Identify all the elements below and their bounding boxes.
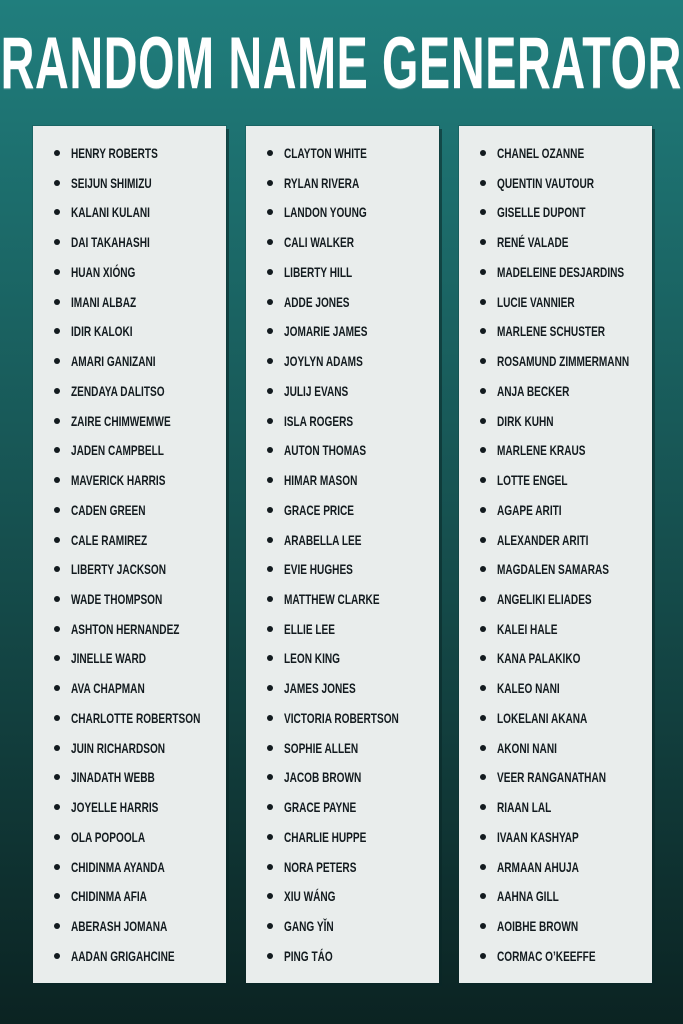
bullet-icon — [54, 299, 60, 305]
name-text: DIRK KUHN — [497, 412, 554, 429]
name-item — [54, 615, 222, 643]
bullet-icon — [54, 774, 60, 780]
name-item — [267, 288, 435, 316]
name-text: LOTTE ENGEL — [497, 472, 568, 489]
name-item — [267, 407, 435, 435]
name-text: ZENDAYA DALITSO — [71, 382, 165, 399]
name-text: ARABELLA LEE — [284, 531, 362, 548]
name-item — [54, 793, 222, 821]
name-text: SEIJUN SHIMIZU — [71, 174, 152, 191]
name-item — [267, 139, 435, 167]
bullet-icon — [267, 180, 273, 186]
name-text: AKONI NANI — [497, 739, 557, 756]
name-item — [267, 258, 435, 286]
bullet-icon — [480, 209, 486, 215]
name-text: ANJA BECKER — [497, 382, 570, 399]
name-text: LUCIE VANNIER — [497, 293, 575, 310]
bullet-icon — [267, 864, 273, 870]
name-item — [54, 347, 222, 375]
name-text: KALANI KULANI — [71, 204, 150, 221]
name-item — [480, 882, 648, 910]
name-item — [54, 288, 222, 316]
name-item — [54, 555, 222, 583]
bullet-icon — [480, 180, 486, 186]
name-text: MATTHEW CLARKE — [284, 591, 380, 608]
bullet-icon — [267, 655, 273, 661]
name-item — [54, 496, 222, 524]
bullet-icon — [267, 715, 273, 721]
name-item — [480, 407, 648, 435]
name-column-1 — [33, 126, 226, 983]
name-text: WADE THOMPSON — [71, 591, 163, 608]
bullet-icon — [54, 566, 60, 572]
bullet-icon — [54, 209, 60, 215]
name-list-1 — [33, 126, 226, 983]
bullet-icon — [54, 655, 60, 661]
name-text: NORA PETERS — [284, 858, 357, 875]
name-text: CADEN GREEN — [71, 501, 146, 518]
bullet-icon — [480, 150, 486, 156]
name-text: CHIDINMA AFIA — [71, 888, 147, 905]
bullet-icon — [267, 566, 273, 572]
name-item — [54, 853, 222, 881]
bullet-icon — [54, 180, 60, 186]
bullet-icon — [54, 418, 60, 424]
name-text: CORMAC O’KEEFFE — [497, 947, 596, 964]
name-item — [480, 139, 648, 167]
name-text: JINELLE WARD — [71, 650, 147, 667]
name-text: JOYLYN ADAMS — [284, 353, 363, 370]
name-item — [267, 466, 435, 494]
bullet-icon — [54, 239, 60, 245]
bullet-icon — [480, 477, 486, 483]
name-text: XIU WÁNG — [284, 888, 336, 905]
name-text: JADEN CAMPBELL — [71, 442, 164, 459]
name-item — [267, 942, 435, 970]
name-item — [267, 526, 435, 554]
name-columns — [0, 126, 683, 983]
name-item — [267, 555, 435, 583]
name-text: CHIDINMA AYANDA — [71, 858, 165, 875]
name-item — [267, 317, 435, 345]
bullet-icon — [480, 239, 486, 245]
name-item — [480, 258, 648, 286]
bullet-icon — [480, 834, 486, 840]
bullet-icon — [54, 953, 60, 959]
bullet-icon — [54, 477, 60, 483]
bullet-icon — [480, 923, 486, 929]
name-text: GRACE PRICE — [284, 501, 355, 518]
name-item — [267, 585, 435, 613]
bullet-icon — [54, 358, 60, 364]
bullet-icon — [267, 834, 273, 840]
name-item — [267, 228, 435, 256]
bullet-icon — [267, 685, 273, 691]
name-item — [480, 496, 648, 524]
page-header — [0, 0, 683, 126]
name-item — [480, 555, 648, 583]
name-text: CHARLIE HUPPE — [284, 828, 367, 845]
page-title: RANDOM NAME GENERATOR — [0, 22, 683, 104]
bullet-icon — [54, 537, 60, 543]
bullet-icon — [480, 804, 486, 810]
name-item — [480, 198, 648, 226]
name-text: IVAAN KASHYAP — [497, 828, 579, 845]
bullet-icon — [54, 864, 60, 870]
name-item — [480, 912, 648, 940]
name-text: ZAIRE CHIMWEMWE — [71, 412, 171, 429]
bullet-icon — [267, 596, 273, 602]
name-item — [480, 526, 648, 554]
name-text: LOKELANI AKANA — [497, 709, 588, 726]
bullet-icon — [54, 745, 60, 751]
name-text: MARLENE KRAUS — [497, 442, 586, 459]
bullet-icon — [480, 596, 486, 602]
name-text: JULIJ EVANS — [284, 382, 349, 399]
name-item — [480, 674, 648, 702]
name-item — [54, 139, 222, 167]
name-item — [267, 823, 435, 851]
name-item — [54, 734, 222, 762]
name-item — [480, 942, 648, 970]
name-column-2 — [246, 126, 439, 983]
bullet-icon — [267, 388, 273, 394]
name-text: VICTORIA ROBERTSON — [284, 709, 399, 726]
bullet-icon — [54, 685, 60, 691]
name-item — [267, 793, 435, 821]
name-column-3 — [459, 126, 652, 983]
bullet-icon — [480, 864, 486, 870]
bullet-icon — [267, 774, 273, 780]
name-text: JOYELLE HARRIS — [71, 799, 159, 816]
name-text: JOMARIE JAMES — [284, 323, 368, 340]
name-text: LANDON YOUNG — [284, 204, 367, 221]
bullet-icon — [480, 388, 486, 394]
bullet-icon — [54, 388, 60, 394]
name-text: ASHTON HERNANDEZ — [71, 620, 180, 637]
name-text: PING TÁO — [284, 947, 333, 964]
bullet-icon — [54, 804, 60, 810]
name-text: AAHNA GILL — [497, 888, 559, 905]
name-item — [54, 466, 222, 494]
name-text: IMANI ALBAZ — [71, 293, 137, 310]
name-item — [267, 169, 435, 197]
bullet-icon — [267, 537, 273, 543]
bullet-icon — [54, 447, 60, 453]
bullet-icon — [480, 328, 486, 334]
name-text: AUTON THOMAS — [284, 442, 367, 459]
name-item — [267, 912, 435, 940]
name-item — [54, 169, 222, 197]
name-text: GISELLE DUPONT — [497, 204, 586, 221]
bullet-icon — [267, 299, 273, 305]
name-item — [267, 347, 435, 375]
name-text: GRACE PAYNE — [284, 799, 357, 816]
bullet-icon — [480, 507, 486, 513]
bullet-icon — [267, 150, 273, 156]
name-text: VEER RANGANATHAN — [497, 769, 607, 786]
bullet-icon — [480, 655, 486, 661]
name-text: IDIR KALOKI — [71, 323, 133, 340]
name-text: JAMES JONES — [284, 680, 356, 697]
name-text: SOPHIE ALLEN — [284, 739, 359, 756]
bullet-icon — [267, 447, 273, 453]
name-item — [54, 407, 222, 435]
name-text: LIBERTY JACKSON — [71, 561, 167, 578]
name-text: CHARLOTTE ROBERTSON — [71, 709, 201, 726]
name-text: ISLA ROGERS — [284, 412, 354, 429]
bullet-icon — [54, 150, 60, 156]
name-list-2 — [246, 126, 439, 983]
name-item — [54, 258, 222, 286]
name-item — [54, 674, 222, 702]
bullet-icon — [54, 834, 60, 840]
name-text: JACOB BROWN — [284, 769, 362, 786]
bullet-icon — [480, 269, 486, 275]
name-text: CLAYTON WHITE — [284, 145, 367, 161]
bullet-icon — [480, 953, 486, 959]
name-item — [480, 228, 648, 256]
name-text: CALE RAMIREZ — [71, 531, 148, 548]
name-list-3 — [459, 126, 652, 983]
bullet-icon — [54, 507, 60, 513]
name-item — [480, 793, 648, 821]
name-text: MAVERICK HARRIS — [71, 472, 166, 489]
bullet-icon — [480, 447, 486, 453]
name-item — [480, 288, 648, 316]
name-text: CALI WALKER — [284, 234, 354, 251]
bullet-icon — [267, 893, 273, 899]
bullet-icon — [480, 566, 486, 572]
name-text: ANGELIKI ELIADES — [497, 591, 592, 608]
bullet-icon — [480, 626, 486, 632]
bullet-icon — [267, 418, 273, 424]
name-item — [480, 169, 648, 197]
bullet-icon — [54, 893, 60, 899]
name-item — [267, 763, 435, 791]
bullet-icon — [267, 953, 273, 959]
name-text: ADDE JONES — [284, 293, 350, 310]
name-text: ELLIE LEE — [284, 620, 335, 637]
bullet-icon — [480, 774, 486, 780]
bullet-icon — [267, 269, 273, 275]
bullet-icon — [54, 715, 60, 721]
name-item — [480, 644, 648, 672]
name-text: KANA PALAKIKO — [497, 650, 581, 667]
name-item — [54, 644, 222, 672]
name-item — [267, 734, 435, 762]
name-text: ABERASH JOMANA — [71, 918, 168, 935]
bullet-icon — [54, 626, 60, 632]
name-item — [54, 228, 222, 256]
name-text: KALEI HALE — [497, 620, 558, 637]
name-item — [267, 377, 435, 405]
name-text: ALEXANDER ARITI — [497, 531, 589, 548]
name-item — [267, 882, 435, 910]
bullet-icon — [267, 239, 273, 245]
name-text: AOIBHE BROWN — [497, 918, 579, 935]
bullet-icon — [267, 507, 273, 513]
name-item — [267, 436, 435, 464]
name-item — [267, 644, 435, 672]
bullet-icon — [480, 299, 486, 305]
name-text: ARMAAN AHUJA — [497, 858, 579, 875]
bullet-icon — [54, 923, 60, 929]
name-text: JINADATH WEBB — [71, 769, 155, 786]
name-text: AADAN GRIGAHCINE — [71, 947, 175, 964]
bullet-icon — [480, 537, 486, 543]
bullet-icon — [480, 358, 486, 364]
name-text: HENRY ROBERTS — [71, 145, 158, 161]
name-text: MARLENE SCHUSTER — [497, 323, 606, 340]
bullet-icon — [267, 923, 273, 929]
bullet-icon — [267, 626, 273, 632]
name-text: KALEO NANI — [497, 680, 560, 697]
name-text: AGAPE ARITI — [497, 501, 562, 518]
bullet-icon — [267, 745, 273, 751]
name-item — [480, 763, 648, 791]
name-item — [480, 347, 648, 375]
name-item — [54, 823, 222, 851]
name-item — [480, 615, 648, 643]
name-text: LIBERTY HILL — [284, 263, 353, 280]
name-item — [54, 526, 222, 554]
name-text: LEON KING — [284, 650, 341, 667]
bullet-icon — [54, 269, 60, 275]
name-item — [54, 377, 222, 405]
name-item — [267, 674, 435, 702]
name-text: QUENTIN VAUTOUR — [497, 174, 595, 191]
name-text: MADELEINE DESJARDINS — [497, 263, 625, 280]
bullet-icon — [267, 209, 273, 215]
bullet-icon — [267, 477, 273, 483]
name-item — [480, 317, 648, 345]
name-item — [54, 942, 222, 970]
bullet-icon — [480, 745, 486, 751]
bullet-icon — [267, 358, 273, 364]
bullet-icon — [480, 893, 486, 899]
name-text: JUIN RICHARDSON — [71, 739, 166, 756]
name-item — [54, 317, 222, 345]
name-item — [54, 198, 222, 226]
name-text: HIMAR MASON — [284, 472, 358, 489]
name-text: CHANEL OZANNE — [497, 145, 585, 161]
name-item — [54, 585, 222, 613]
name-text: DAI TAKAHASHI — [71, 234, 150, 251]
bullet-icon — [267, 328, 273, 334]
name-text: OLA POPOOLA — [71, 828, 146, 845]
name-text: AMARI GANIZANI — [71, 353, 156, 370]
name-text: RENÉ VALADE — [497, 234, 569, 251]
name-item — [480, 585, 648, 613]
name-item — [480, 734, 648, 762]
bullet-icon — [267, 804, 273, 810]
bullet-icon — [480, 685, 486, 691]
name-item — [480, 704, 648, 732]
name-item — [480, 377, 648, 405]
name-item — [54, 436, 222, 464]
name-item — [267, 853, 435, 881]
bullet-icon — [480, 715, 486, 721]
name-text: RIAAN LAL — [497, 799, 552, 816]
name-item — [267, 198, 435, 226]
name-text: ROSAMUND ZIMMERMANN — [497, 353, 630, 370]
name-text: MAGDALEN SAMARAS — [497, 561, 610, 578]
bullet-icon — [54, 328, 60, 334]
name-text: AVA CHAPMAN — [71, 680, 145, 697]
name-item — [480, 853, 648, 881]
name-item — [480, 436, 648, 464]
name-text: GANG YǏN — [284, 918, 334, 935]
name-item — [480, 466, 648, 494]
name-item — [480, 823, 648, 851]
bullet-icon — [54, 596, 60, 602]
name-item — [54, 882, 222, 910]
name-text: EVIE HUGHES — [284, 561, 353, 578]
name-text: HUAN XIÓNG — [71, 263, 136, 280]
name-item — [267, 615, 435, 643]
bullet-icon — [480, 418, 486, 424]
name-item — [54, 763, 222, 791]
name-item — [267, 704, 435, 732]
name-item — [54, 704, 222, 732]
name-item — [267, 496, 435, 524]
name-item — [54, 912, 222, 940]
name-text: RYLAN RIVERA — [284, 174, 360, 191]
